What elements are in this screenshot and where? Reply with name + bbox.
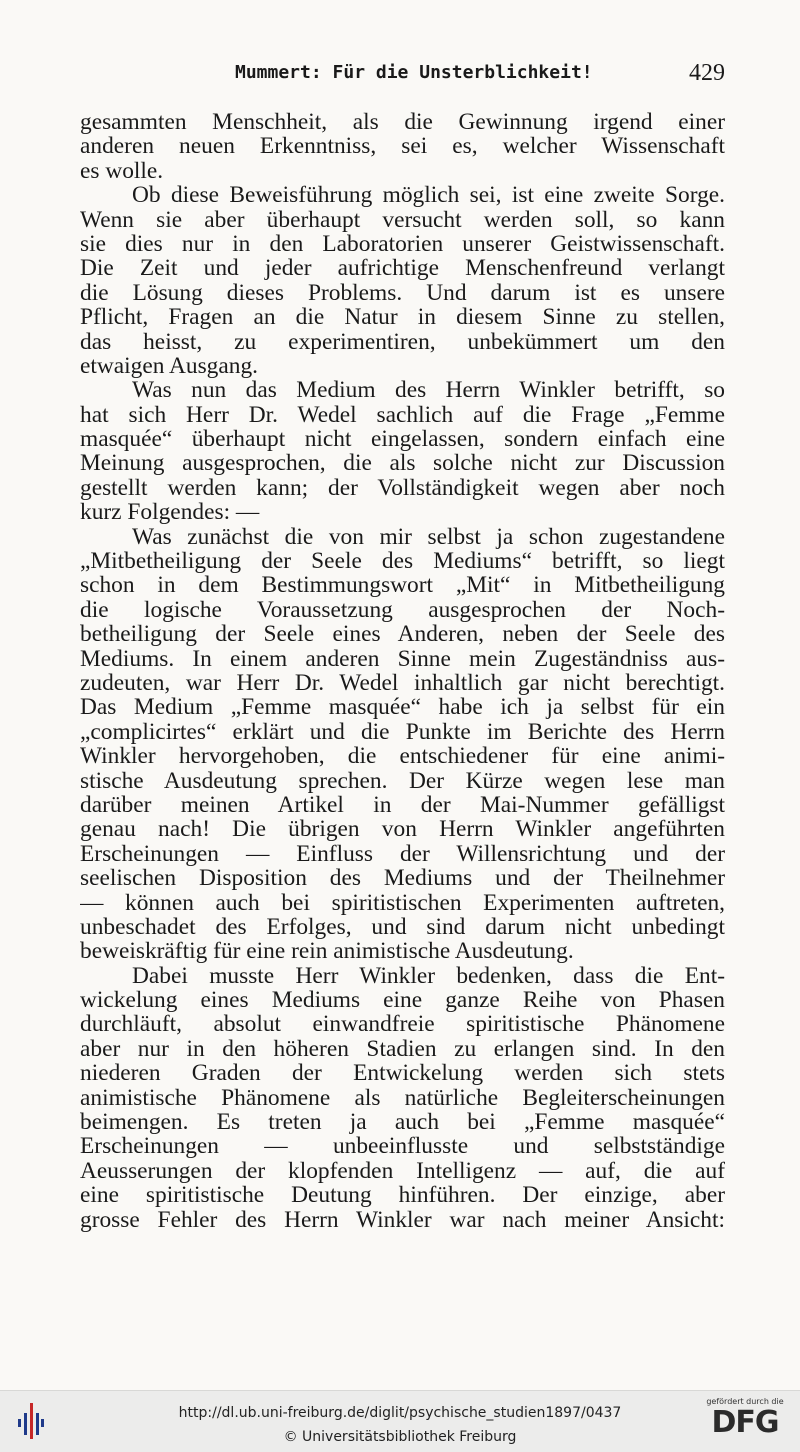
text-line: etwaigen Ausgang. bbox=[80, 353, 258, 379]
text-line: Die Zeit und jeder aufrichtige Menschenfreund verlangt bbox=[80, 256, 725, 281]
text-line: es wolle. bbox=[80, 158, 164, 184]
text-line: kurz Folgendes: — bbox=[80, 500, 260, 525]
text-line: seelischen Disposition des Mediums und der Theilnehmer bbox=[80, 866, 725, 891]
dfg-logo: DFG bbox=[711, 1405, 779, 1440]
text-line: niederen Graden der Entwickelung werden sich stets bbox=[80, 1061, 725, 1086]
text-line: Erscheinungen — Einfluss der Willensrichtung und der bbox=[80, 841, 725, 867]
page-number: 429 bbox=[689, 60, 725, 86]
text-line: Mediums. In einem anderen Sinne mein Zugeständniss aus- bbox=[80, 646, 725, 671]
text-line: sie dies nur in den Laboratorien unserer Geistwissenschaft. bbox=[80, 231, 725, 257]
text-line: grosse Fehler des Herrn Winkler war nach meiner Ansicht: bbox=[80, 1207, 725, 1232]
text-line: Dabei musste Herr Winkler bedenken, dass die Ent- bbox=[132, 963, 725, 989]
dfg-badge[interactable] bbox=[700, 1397, 790, 1447]
text-line: wickelung eines Mediums eine ganze Reihe von Phasen bbox=[80, 988, 725, 1013]
text-line: Was nun das Medium des Herrn Winkler betrifft, so bbox=[132, 378, 725, 403]
text-line: „complicirtes“ erklärt und die Punkte im Berichte des Herrn bbox=[80, 719, 725, 745]
text-line: Erscheinungen — unbeeinflusste und selbstständige bbox=[80, 1134, 725, 1159]
page-header bbox=[80, 58, 725, 92]
text-line: masquée“ überhaupt nicht eingelassen, sondern einfach eine bbox=[80, 427, 725, 452]
text-line: genau nach! Die übrigen von Herrn Winkler angeführten bbox=[80, 817, 725, 842]
text-line: gesammten Menschheit, als die Gewinnung irgend einer bbox=[80, 110, 725, 135]
viewer-footer bbox=[0, 1390, 800, 1452]
text-line: zudeuten, war Herr Dr. Wedel inhaltlich gar nicht berechtigt. bbox=[80, 670, 725, 696]
body-text bbox=[80, 110, 725, 1232]
text-line: eine spiritistische Deutung hinführen. Der einzige, aber bbox=[80, 1183, 725, 1208]
running-title: Mummert: Für die Unsterblichkeit! bbox=[235, 62, 593, 83]
text-line: — können auch bei spiritistischen Experimenten auftreten, bbox=[80, 890, 725, 915]
text-line: Wenn sie aber überhaupt versucht werden soll, so kann bbox=[80, 207, 725, 232]
text-line: durchläuft, absolut einwandfreie spiritistische Phänomene bbox=[80, 1012, 725, 1037]
text-line: darüber meinen Artikel in der Mai-Nummer gefälligst bbox=[80, 792, 725, 818]
page-url-link[interactable]: http://dl.ub.uni-freiburg.de/diglit/psychische_studien1897/0437 bbox=[178, 1405, 622, 1421]
dfg-caption: gefördert durch die bbox=[706, 1397, 784, 1406]
text-line: stische Ausdeutung sprechen. Der Kürze wegen lese man bbox=[80, 768, 725, 793]
text-line: die logische Voraussetzung ausgesprochen der Noch- bbox=[80, 597, 725, 623]
text-line: Das Medium „Femme masquée“ habe ich ja selbst für ein bbox=[80, 695, 725, 720]
text-line: „Mitbetheiligung der Seele des Mediums“ betrifft, so liegt bbox=[80, 549, 725, 574]
text-line: Meinung ausgesprochen, die als solche nicht zur Discussion bbox=[80, 451, 725, 476]
text-line: Winkler hervorgehoben, die entschiedener für eine animi- bbox=[80, 744, 725, 769]
text-line: betheiligung der Seele eines Anderen, neben der Seele des bbox=[80, 622, 725, 647]
text-line: anderen neuen Erkenntniss, sei es, welcher Wissenschaft bbox=[80, 134, 725, 159]
text-line: unbeschadet des Erfolges, und sind darum nicht unbedingt bbox=[80, 914, 725, 940]
text-line: gestellt werden kann; der Vollständigkeit wegen aber noch bbox=[80, 475, 725, 501]
text-line: schon in dem Bestimmungswort „Mit“ in Mitbetheiligung bbox=[80, 573, 725, 598]
text-line: die Lösung dieses Problems. Und darum ist es unsere bbox=[80, 280, 725, 306]
text-line: Ob diese Beweisführung möglich sei, ist eine zweite Sorge. bbox=[132, 183, 725, 208]
text-line: beimengen. Es treten ja auch bei „Femme masquée“ bbox=[80, 1110, 725, 1135]
text-line: hat sich Herr Dr. Wedel sachlich auf die Frage „Femme bbox=[80, 402, 725, 428]
copyright-notice: © Universitätsbibliothek Freiburg bbox=[283, 1429, 517, 1445]
text-line: beweiskräftig für eine rein animistische Ausdeutung. bbox=[80, 939, 574, 964]
text-line: Was zunächst die von mir selbst ja schon zugestandene bbox=[132, 524, 725, 550]
text-line: das heisst, zu experimentiren, unbekümmert um den bbox=[80, 329, 725, 354]
text-line: Aeusserungen der klopfenden Intelligenz — auf, die auf bbox=[80, 1158, 725, 1184]
text-line: Pflicht, Fragen an die Natur in diesem Sinne zu stellen, bbox=[80, 305, 725, 330]
text-line: aber nur in den höheren Stadien zu erlangen sind. In den bbox=[80, 1036, 725, 1062]
text-line: animistische Phänomene als natürliche Begleiterscheinungen bbox=[80, 1085, 725, 1111]
